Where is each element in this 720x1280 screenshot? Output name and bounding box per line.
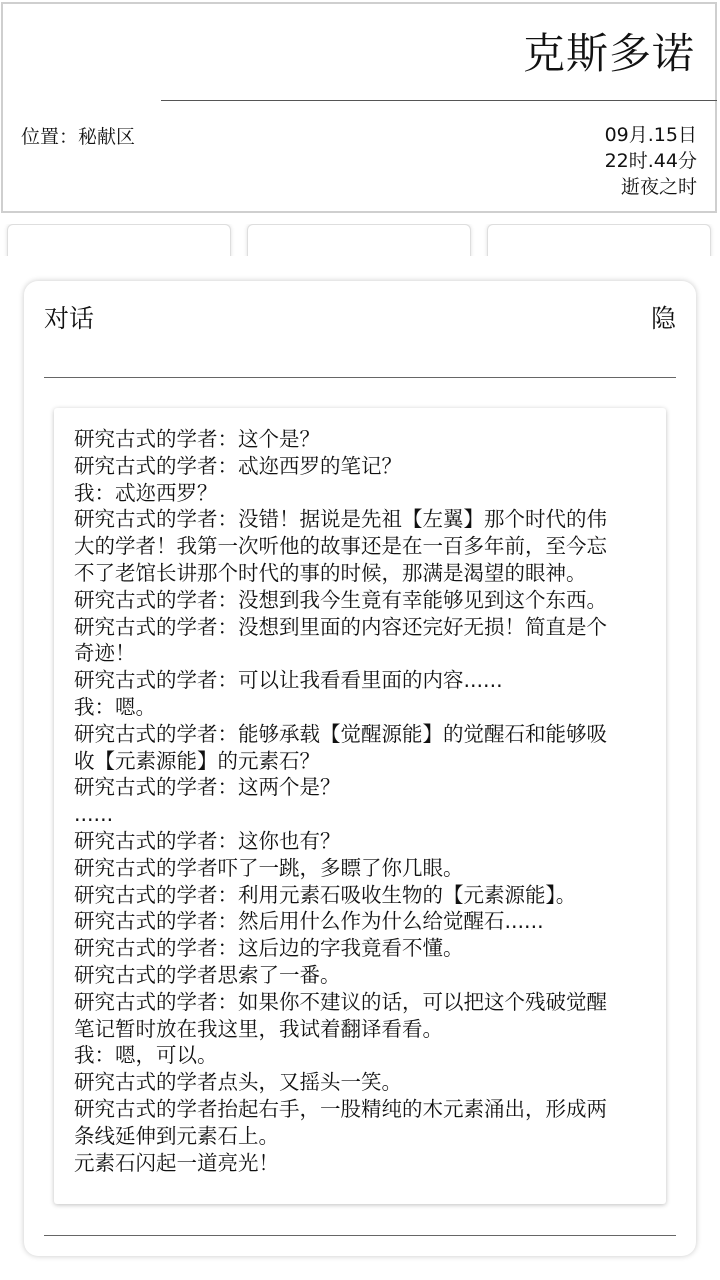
title-divider <box>161 100 717 101</box>
date-label: 09月.15日 <box>604 124 697 146</box>
hide-button[interactable]: 隐 <box>650 304 676 333</box>
page-title: 克斯多诺 <box>522 29 695 78</box>
panel-divider-top <box>44 377 676 378</box>
dialog-line: 元素石闪起一道亮光！ <box>74 1150 279 1175</box>
dialog-line: 我：嗯，可以。 <box>74 1043 218 1068</box>
period-label: 逝夜之时 <box>620 176 697 198</box>
dialog-line: 不了老馆长讲那个时代的事的时候，那满是渴望的眼神。 <box>74 560 587 585</box>
dialog-line: 研究古式的学者点头，又摇头一笑。 <box>74 1070 402 1095</box>
dialog-line: 研究古式的学者抬起右手，一股精纯的木元素涌出，形成两 <box>74 1096 607 1121</box>
dialog-line: 奇迹！ <box>74 641 136 666</box>
dialog-line: 研究古式的学者：没想到里面的内容还完好无损！简直是个 <box>74 614 607 639</box>
dialog-line: 研究古式的学者吓了一跳，多瞟了你几眼。 <box>74 855 464 880</box>
tab-3[interactable] <box>487 224 711 256</box>
location-label: 位置：秘献区 <box>21 126 136 148</box>
dialog-line: 我：忒迩西罗？ <box>74 480 218 505</box>
status-header <box>1 2 717 213</box>
dialog-line: 研究古式的学者：没错！据说是先祖【左翼】那个时代的伟 <box>74 507 607 532</box>
game-time <box>605 122 697 200</box>
dialog-line: ...... <box>74 802 114 827</box>
dialog-line: 研究古式的学者：没想到我今生竟有幸能够见到这个东西。 <box>74 587 607 612</box>
panel-divider-bottom <box>44 1235 676 1236</box>
dialog-panel <box>24 281 696 1256</box>
time-label: 22时.44分 <box>604 150 697 172</box>
dialog-line: 研究古式的学者：这个是？ <box>74 427 320 451</box>
dialog-line: 研究古式的学者：这两个是？ <box>74 775 341 800</box>
dialog-line: 我：嗯。 <box>74 694 156 719</box>
dialog-line: 笔记暂时放在我这里，我试着翻译看看。 <box>74 1016 443 1041</box>
dialog-line: 研究古式的学者：利用元素石吸收生物的【元素源能】。 <box>74 882 577 907</box>
tab-2[interactable] <box>247 224 471 256</box>
dialog-line: 研究古式的学者：忒迩西罗的笔记？ <box>74 453 402 478</box>
dialog-line: 研究古式的学者思索了一番。 <box>74 962 341 987</box>
dialog-line: 收【元素源能】的元素石？ <box>74 748 320 773</box>
dialog-line: 研究古式的学者：如果你不建议的话，可以把这个残破觉醒 <box>74 989 607 1014</box>
dialog-line: 条线延伸到元素石上。 <box>74 1123 279 1148</box>
dialog-box[interactable] <box>54 408 666 1204</box>
dialog-line: 研究古式的学者：这你也有？ <box>74 828 341 853</box>
dialog-line: 研究古式的学者：然后用什么作为什么给觉醒石...... <box>74 909 544 934</box>
panel-title: 对话 <box>44 304 95 333</box>
tab-1[interactable] <box>7 224 231 256</box>
dialog-line: 大的学者！我第一次听他的故事还是在一百多年前，至今忘 <box>74 534 607 559</box>
dialog-line: 研究古式的学者：这后边的字我竟看不懂。 <box>74 936 464 961</box>
dialog-line: 研究古式的学者：能够承载【觉醒源能】的觉醒石和能够吸 <box>74 721 607 746</box>
dialog-text <box>74 426 654 1176</box>
dialog-line: 研究古式的学者：可以让我看看里面的内容...... <box>74 668 503 693</box>
tab-strip <box>0 224 720 256</box>
